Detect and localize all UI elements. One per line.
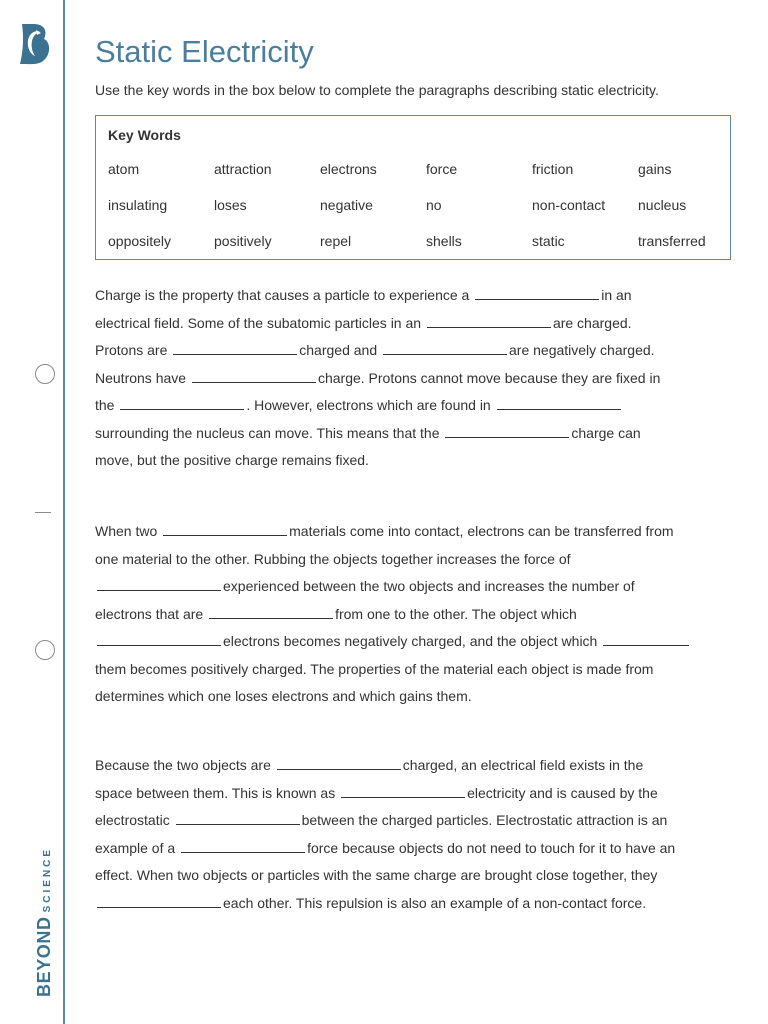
key-word: force	[426, 161, 458, 177]
key-word: friction	[532, 161, 574, 177]
page-title: Static Electricity	[95, 34, 314, 69]
paragraph-2	[95, 518, 745, 711]
paragraph-line	[95, 518, 745, 546]
paragraph-line	[95, 337, 745, 365]
line-text: electrons becomes negatively charged, and the object which	[223, 633, 602, 649]
key-word: insulating	[108, 197, 168, 213]
brand-main: BEYOND	[34, 916, 54, 997]
answer-blank[interactable]	[181, 851, 305, 853]
line-text: Neutrons have	[95, 369, 190, 386]
paragraph-line	[95, 862, 745, 890]
key-word: loses	[214, 197, 247, 213]
paragraph-3	[95, 752, 745, 917]
paragraph-line	[95, 420, 745, 448]
key-word: attraction	[214, 161, 272, 177]
paragraph-line	[95, 573, 745, 601]
line-text: charged, an electrical field exists in the	[402, 757, 644, 773]
key-word: transferred	[638, 233, 706, 249]
line-text: effect. When two objects or particles with the same charge are brought close together, they	[95, 867, 658, 883]
key-word: no	[426, 197, 442, 213]
fold-mark	[35, 512, 51, 513]
answer-blank[interactable]	[209, 617, 333, 619]
answer-blank[interactable]	[192, 381, 316, 383]
answer-blank[interactable]	[445, 436, 569, 438]
key-words-title: Key Words	[108, 127, 181, 143]
key-word: static	[532, 233, 565, 249]
line-text: electrostatic	[95, 812, 174, 828]
paragraph-line	[95, 835, 745, 863]
answer-blank[interactable]	[603, 644, 689, 646]
key-word: oppositely	[108, 233, 172, 249]
line-text: Protons are	[95, 342, 172, 358]
key-word: electrons	[320, 161, 377, 177]
line-text: charge can	[571, 424, 641, 441]
brand-wordmark	[34, 847, 55, 997]
answer-blank[interactable]	[97, 589, 221, 591]
answer-blank[interactable]	[497, 408, 621, 410]
line-text: one material to the other. Rubbing the objects together increases the force of	[95, 550, 571, 567]
key-word: nucleus	[638, 197, 687, 213]
line-text: them becomes positively charged. The properties of the material each object is made from	[95, 660, 654, 677]
margin-line	[63, 0, 65, 1024]
paragraph-line	[95, 365, 745, 393]
line-text: from one to the other. The object which	[335, 605, 577, 622]
paragraph-line	[95, 392, 745, 420]
paragraph-line	[95, 752, 745, 780]
key-word: repel	[320, 233, 352, 249]
paragraph-line	[95, 546, 745, 574]
line-text: Charge is the property that causes a particle to experience a	[95, 287, 474, 303]
line-text: electrical field. Some of the subatomic particles in an	[95, 314, 425, 331]
answer-blank[interactable]	[97, 906, 221, 908]
line-text: are negatively charged.	[509, 342, 655, 358]
line-text: each other. This repulsion is also an example of a non-contact force.	[223, 894, 647, 911]
answer-blank[interactable]	[163, 534, 287, 536]
paragraph-line	[95, 807, 745, 835]
line-text: charged and	[299, 342, 381, 358]
line-text: surrounding the nucleus can move. This means that the	[95, 424, 444, 441]
key-word: positively	[214, 233, 272, 249]
paragraph-line	[95, 601, 745, 629]
paragraph-line	[95, 683, 745, 711]
line-text: the	[95, 397, 119, 413]
line-text: experienced between the two objects and increases the number of	[223, 578, 635, 594]
paragraph-line	[95, 656, 745, 684]
key-word: shells	[426, 233, 462, 249]
line-text: determines which one loses electrons and which gains them.	[95, 688, 472, 704]
line-text: . However, electrons which are found in	[246, 397, 495, 413]
punch-hole	[35, 364, 55, 384]
line-text: electrons that are	[95, 605, 208, 622]
line-text: materials come into contact, electrons can be transferred from	[289, 523, 674, 539]
paragraph-line	[95, 890, 745, 918]
line-text: force because objects do not need to touch for it to have an	[307, 839, 676, 856]
line-text: example of a	[95, 839, 180, 856]
answer-blank[interactable]	[277, 768, 401, 770]
answer-blank[interactable]	[176, 823, 300, 825]
line-text: Because the two objects are	[95, 757, 275, 773]
answer-blank[interactable]	[97, 644, 221, 646]
beyond-logo-icon	[14, 22, 52, 66]
answer-blank[interactable]	[341, 796, 465, 798]
key-word: gains	[638, 161, 672, 177]
key-word: negative	[320, 197, 373, 213]
line-text: in an	[601, 287, 632, 303]
line-text: are charged.	[552, 314, 632, 331]
line-text: charge. Protons cannot move because they are fixed in	[317, 369, 661, 386]
line-text: move, but the positive charge remains fixed.	[95, 452, 369, 468]
paragraph-1	[95, 282, 745, 475]
answer-blank[interactable]	[383, 353, 507, 355]
paragraph-line	[95, 310, 745, 338]
answer-blank[interactable]	[173, 353, 297, 355]
line-text: space between them. This is known as	[95, 784, 340, 801]
line-text: between the charged particles. Electrostatic attraction is an	[301, 812, 668, 828]
line-text: When two	[95, 523, 162, 539]
paragraph-line	[95, 628, 745, 656]
paragraph-line	[95, 780, 745, 808]
key-word: atom	[108, 161, 140, 177]
instructions: Use the key words in the box below to complete the paragraphs describing static electricity.	[95, 82, 659, 98]
brand-sub: SCIENCE	[42, 846, 53, 913]
answer-blank[interactable]	[475, 298, 599, 300]
paragraph-line	[95, 282, 745, 310]
paragraph-line	[95, 447, 745, 475]
punch-hole	[35, 640, 55, 660]
key-words-box	[95, 115, 731, 260]
key-word: non-contact	[532, 197, 606, 213]
answer-blank[interactable]	[120, 408, 244, 410]
line-text: electricity and is caused by the	[467, 784, 658, 801]
answer-blank[interactable]	[427, 326, 551, 328]
